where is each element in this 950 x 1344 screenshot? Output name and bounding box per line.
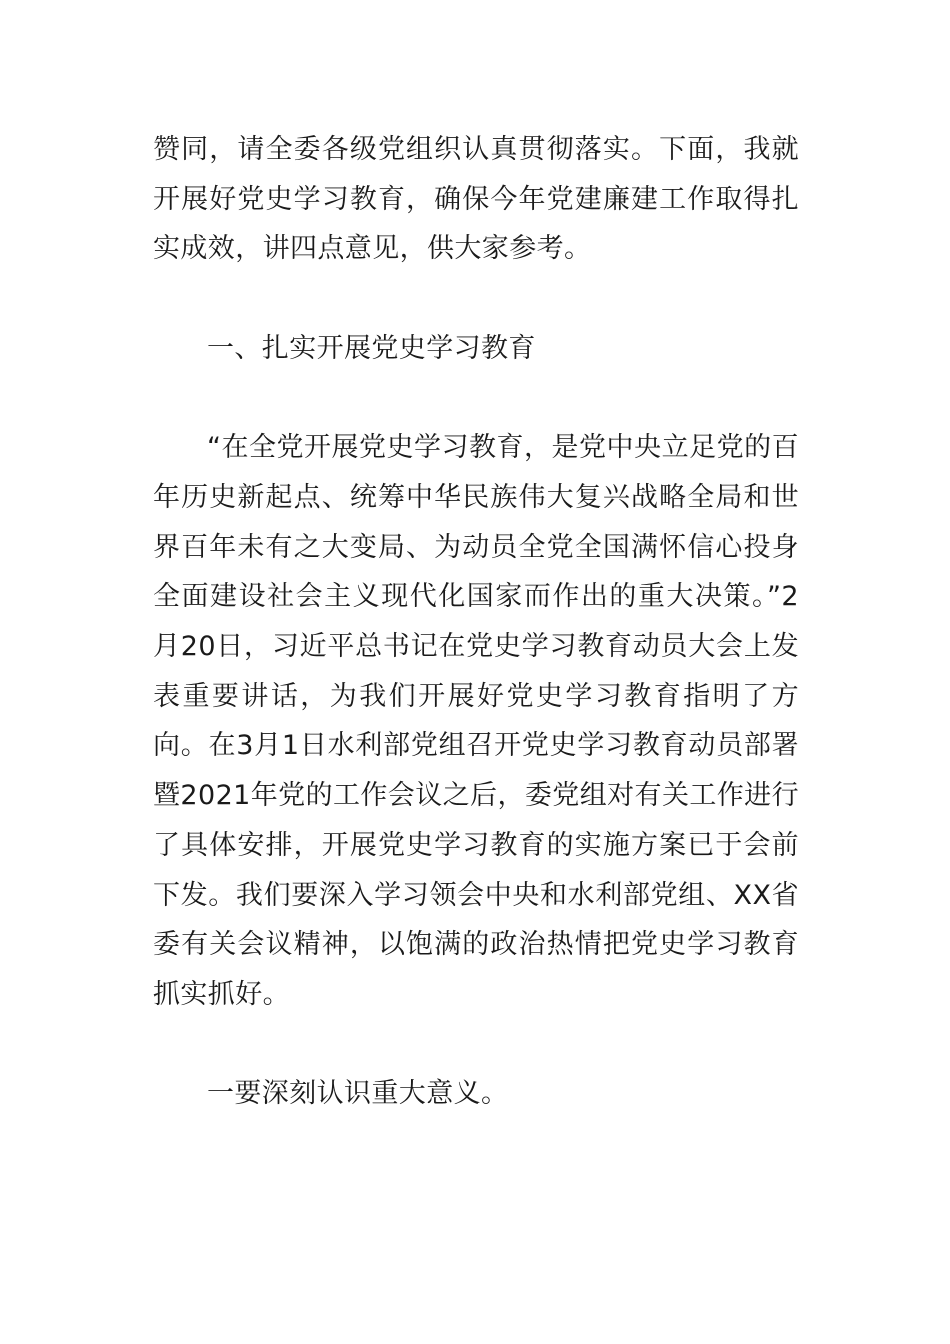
subsection-heading: 一要深刻认识重大意义。: [207, 1078, 509, 1110]
paragraph-quote: “在全党开展党史学习教育，是党中央立足党的百年历史新起点、统筹中华民族伟大复兴战略全局和世界百年未有之大变局、为动员全党全国满怀信心投身全面建设社会主义现代化国家而作出的重大决策。”2月20日，习近平总书记在党史学习教育动员大会上发表重要讲话，为我们开展好党史学习教育指明了方向。在3月1日水利部党组召开党史学习教育动员部署暨2021年党的工作会议之后，委党组对有关工作进行了具体安排，开展党史学习教育的实施方案已于会前下发。我们要深入学习领会中央和水利部党组、XX省委有关会议精神，以饱满的政治热情把党史学习教育抓实抓好。: [153, 432, 799, 1010]
document-body: [153, 125, 799, 1119]
section-heading: 一、扎实开展党史学习教育: [207, 332, 536, 364]
paragraph-continuation: 赞同，请全委各级党组织认真贯彻落实。下面，我就开展好党史学习教育，确保今年党建廉建工作取得扎实成效，讲四点意见，供大家参考。: [153, 134, 799, 265]
